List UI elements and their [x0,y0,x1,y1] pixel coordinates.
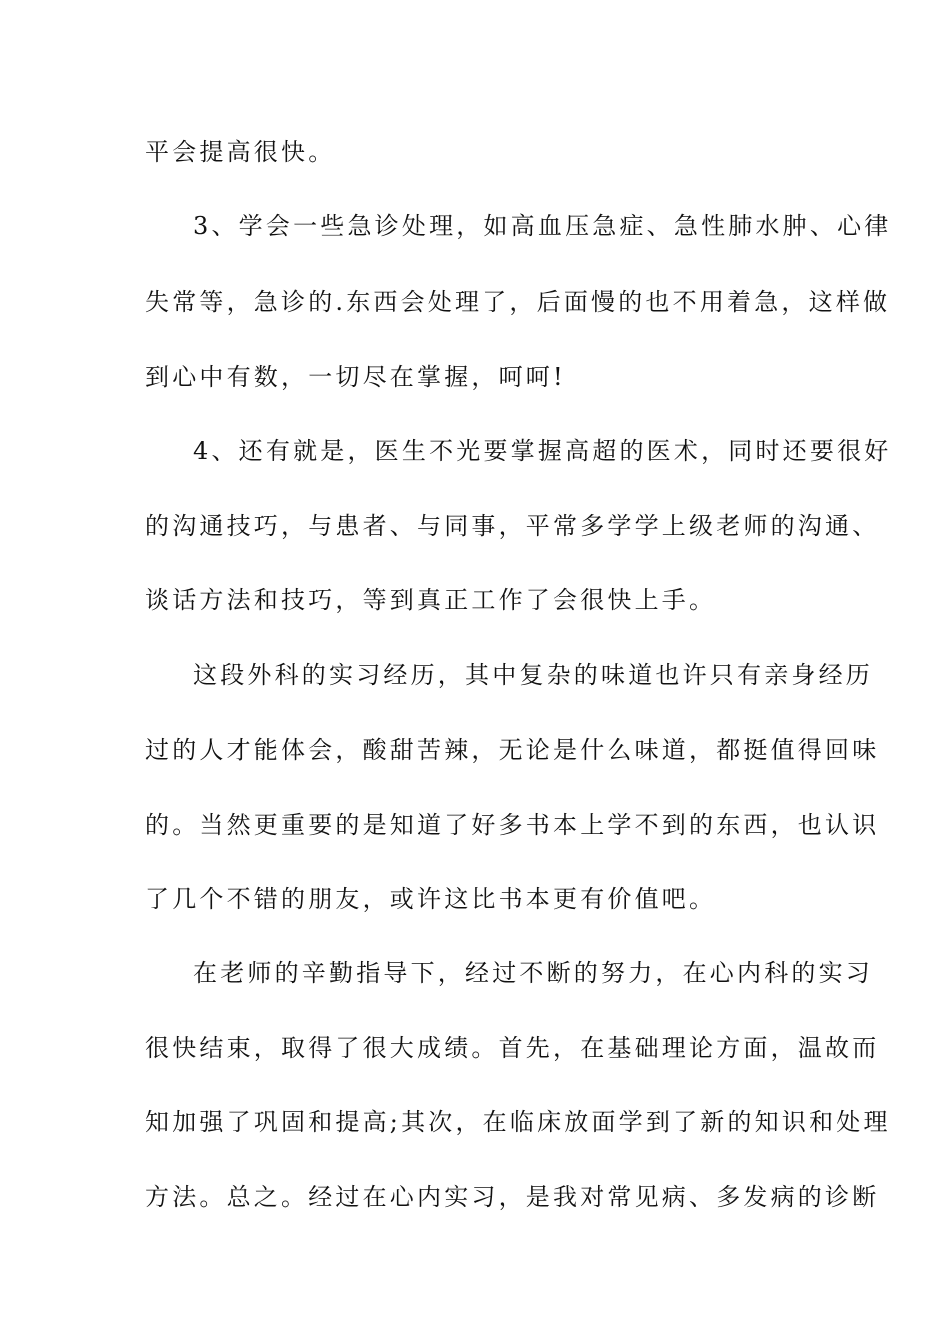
text-line: 过的人才能体会，酸甜苦辣，无论是什么味道，都挺值得回味 [145,736,880,764]
paragraph-surgery-line: 这段外科的实习经历，其中复杂的味道也许只有亲身经历 [193,661,873,689]
text-line: 谈话方法和技巧，等到真正工作了会很快上手。 [145,586,717,614]
text-line: 到心中有数，一切尽在掌握，呵呵! [145,363,566,391]
text-line: 方法。总之。经过在心内实习，是我对常见病、多发病的诊断 [145,1183,880,1211]
text-line: 很快结束，取得了很大成绩。首先，在基础理论方面，温故而 [145,1034,880,1062]
paragraph-cardiology-line: 在老师的辛勤指导下，经过不断的努力，在心内科的实习 [193,959,873,987]
text-line: 了几个不错的朋友，或许这比书本更有价值吧。 [145,885,717,913]
text-line: 知加强了巩固和提高;其次，在临床放面学到了新的知识和处理 [145,1108,891,1136]
text-line: 的沟通技巧，与患者、与同事，平常多学学上级老师的沟通、 [145,512,880,540]
paragraph-item-3-line: 3、学会一些急诊处理，如高血压急症、急性肺水肿、心律 [193,212,892,240]
text-line: 平会提高很快。 [145,138,336,166]
text-line: 的。当然更重要的是知道了好多书本上学不到的东西，也认识 [145,811,880,839]
paragraph-item-4-line: 4、还有就是，医生不光要掌握高超的医术，同时还要很好 [193,437,892,465]
text-line: 失常等，急诊的.东西会处理了，后面慢的也不用着急，这样做 [145,288,891,316]
